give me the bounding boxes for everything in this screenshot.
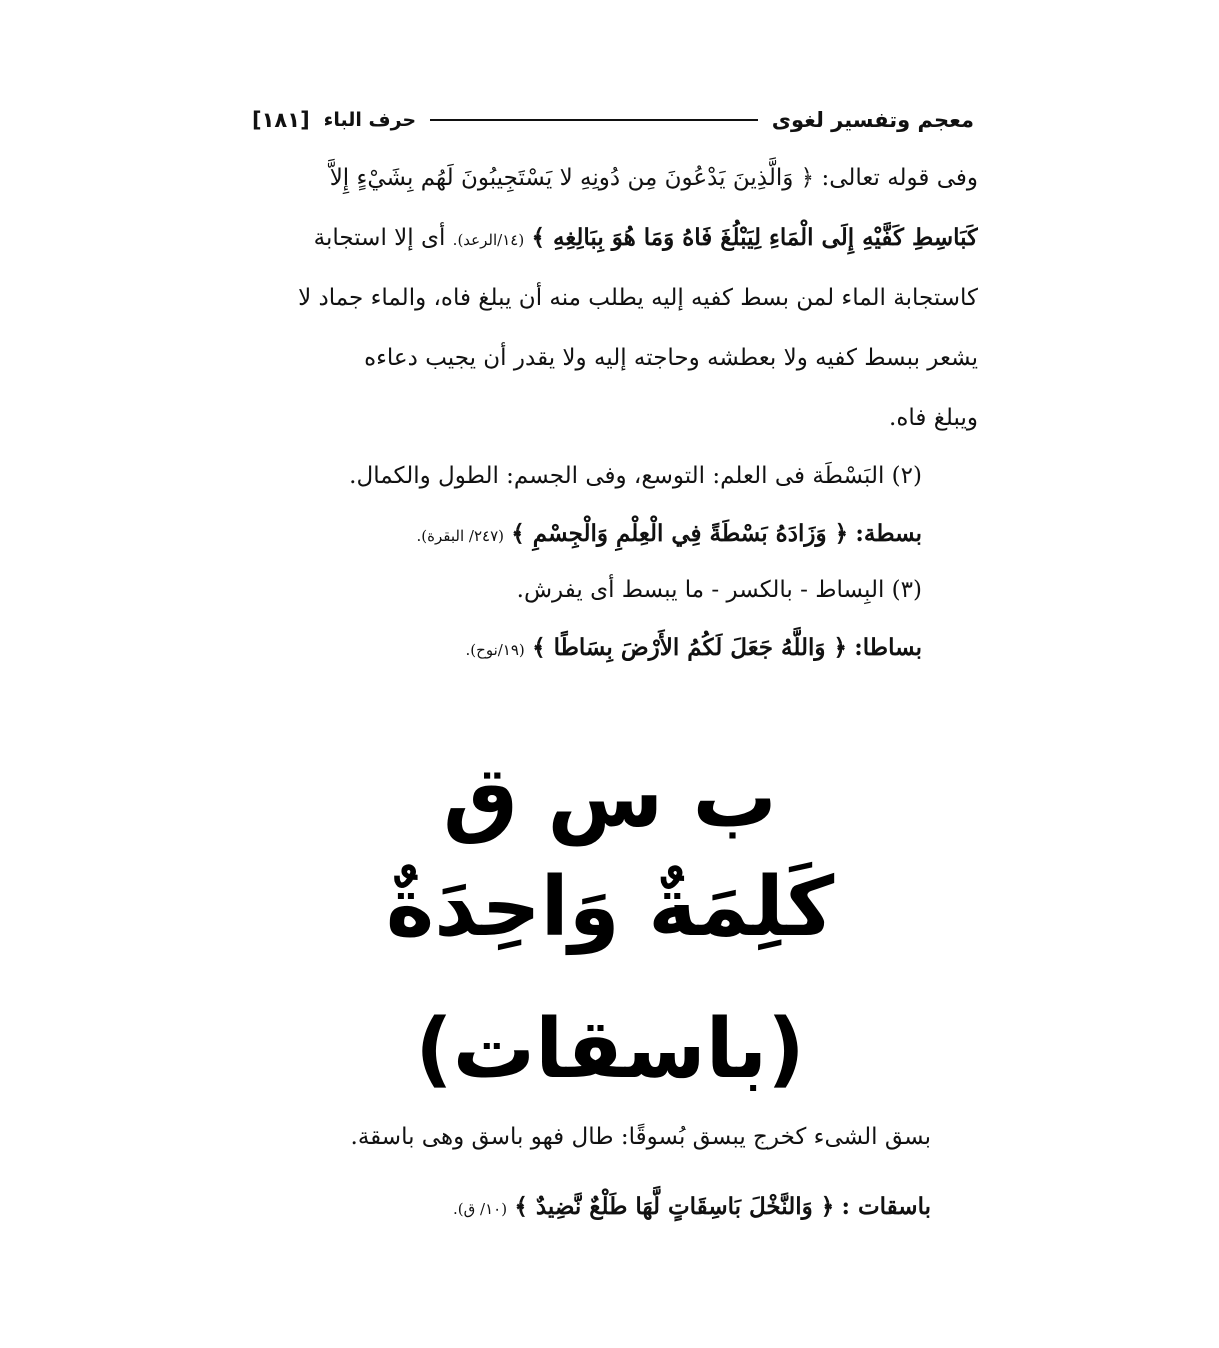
definition-2-example: [270, 505, 922, 562]
section-name: حرف الباء: [323, 109, 417, 131]
definitions-block: [270, 448, 922, 676]
entry-definition: بسق الشىء كخرج يبسق بُسوقًا: طال فهو باسق وهى باسقة.: [350, 1124, 931, 1150]
root-letters: ب س ق: [443, 748, 777, 846]
commentary-paragraph: [250, 148, 978, 448]
verse-reference: (١٩/نوح).: [465, 641, 525, 659]
example-label: باسقات :: [841, 1193, 931, 1220]
paragraph-line-5: ويبلغ فاه.: [889, 405, 978, 431]
paragraph-text: أى إلا استجابة: [313, 225, 446, 251]
quran-verse: ﴿ وَالنَّخْلَ بَاسِقَاتٍ لَّهَا طَلْعٌ نَّضِيدٌ ﴾: [514, 1193, 835, 1220]
definition-2: (٢) البَسْطَة فى العلم: التوسع، وفى الجسم: الطول والكمال.: [349, 463, 922, 489]
root-word: (باسقات): [415, 1002, 805, 1097]
paragraph-line-2: [250, 208, 978, 268]
quran-verse: ﴿ وَزَادَهُ بَسْطَةً فِي الْعِلْمِ وَالْجِسْمِ ﴾: [511, 520, 849, 547]
header-rule: [430, 119, 758, 121]
verse-reference: (١٠/ ق).: [452, 1200, 508, 1218]
example-label: بساطا:: [854, 634, 922, 661]
verse-reference: (٢٤٧/ البقرة).: [416, 527, 504, 545]
example-label: بسطة:: [855, 520, 922, 547]
paragraph-line-3: كاستجابة الماء لمن بسط كفيه إليه يطلب منه أن يبلغ فاه، والماء جماد لا: [298, 285, 978, 311]
quran-verse: كَبَاسِطِ كَفَّيْهِ إِلَى الْمَاءِ لِيَبْلُغَ فَاهُ وَمَا هُوَ بِبَالِغِهِ ﴾: [531, 224, 978, 251]
root-subtitle: كَلِمَةٌ وَاحِدَةٌ: [385, 860, 835, 955]
running-header: [252, 104, 974, 136]
paragraph-line-1: وفى قوله تعالى: ﴿ وَالَّذِينَ يَدْعُونَ مِن دُونِهِ لا يَسْتَجِيبُونَ لَهُم بِشَيْءٍ إِلاَّ: [329, 165, 978, 191]
definition-3-example: [270, 619, 922, 676]
quran-verse: ﴿ وَاللَّهُ جَعَلَ لَكُمُ الأَرْضَ بِسَاطًا ﴾: [532, 634, 847, 661]
page-number: [١٨١]: [252, 108, 310, 132]
definition-3: (٣) البِساط - بالكسر - ما يبسط أى يفرش.: [516, 577, 922, 603]
verse-reference: (١٤/الرعد).: [452, 231, 525, 249]
book-title: معجم وتفسير لغوى: [771, 108, 974, 132]
paragraph-line-4: يشعر ببسط كفيه ولا بعطشه وحاجته إليه ولا يقدر أن يجيب دعاءه: [364, 345, 978, 371]
entry-example: [453, 1182, 931, 1234]
